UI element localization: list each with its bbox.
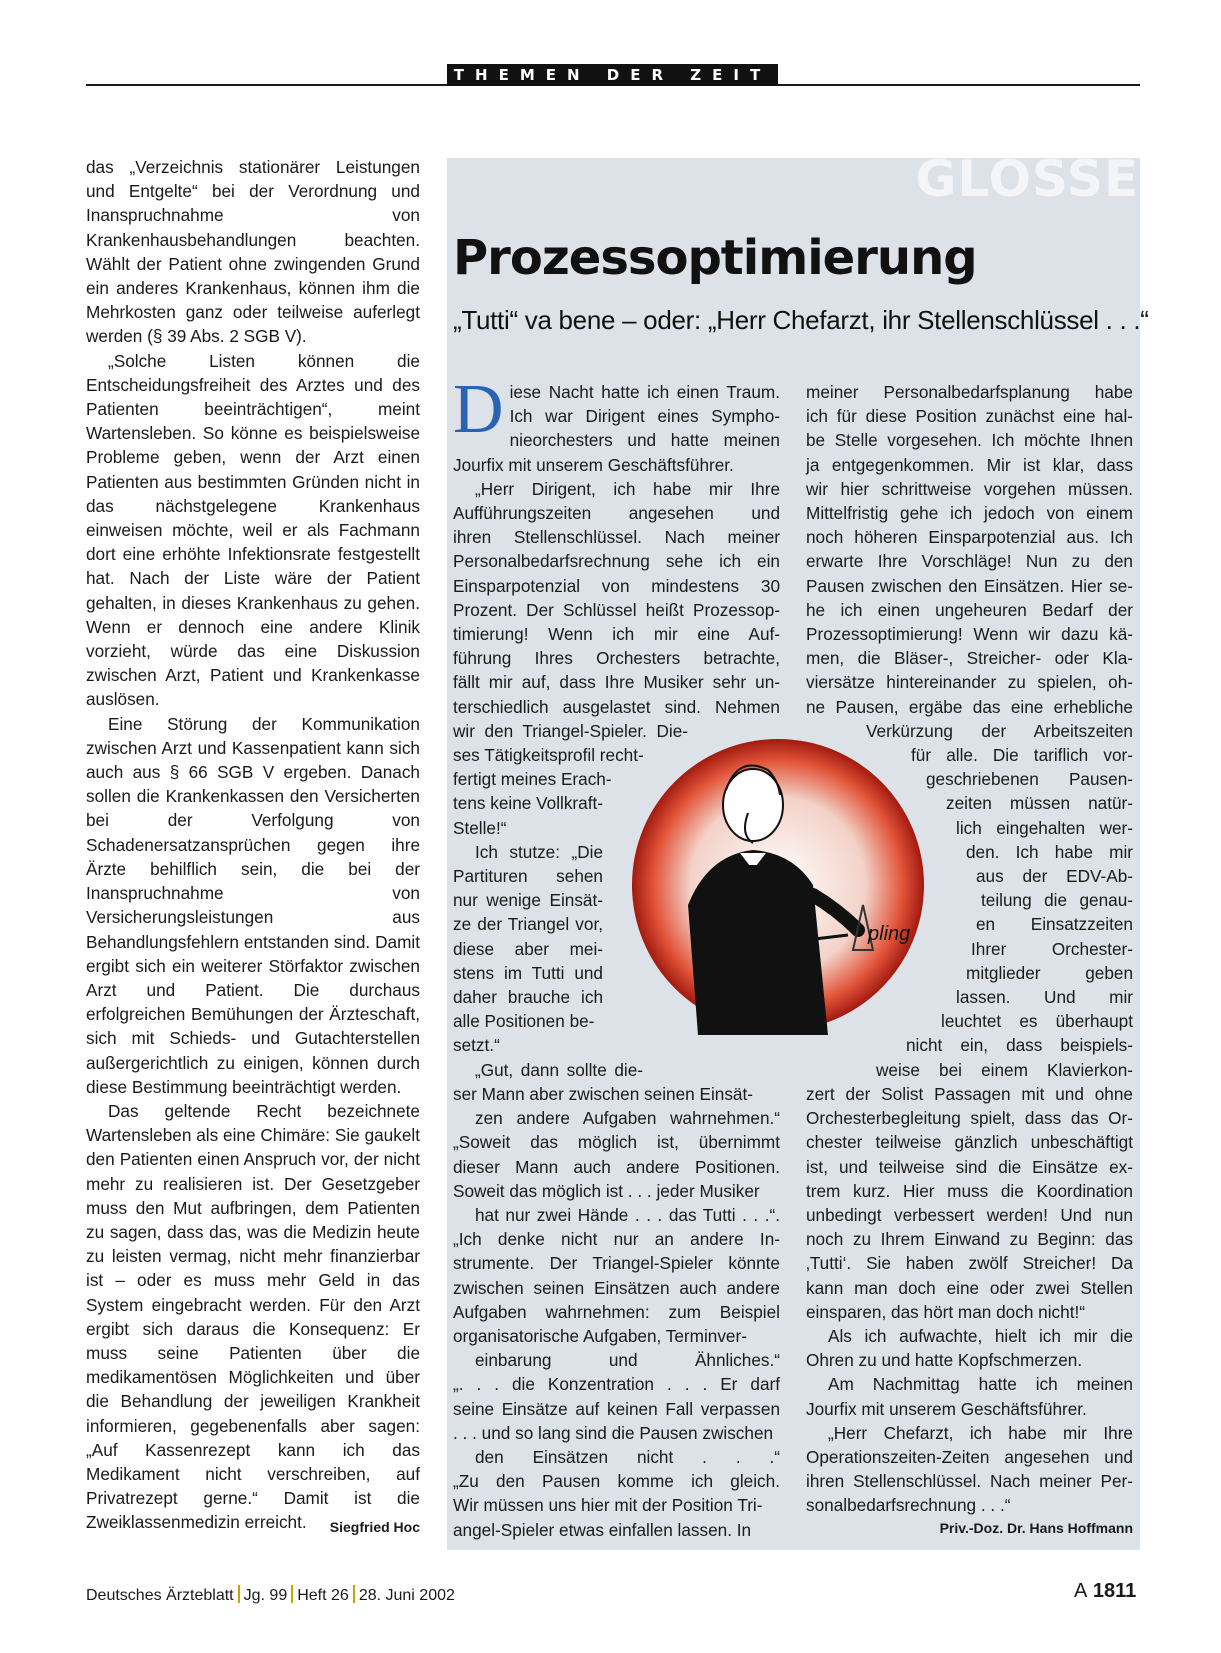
gloss-line: Ohren zu und hatte Kopfschmerzen.	[806, 1350, 1083, 1371]
gloss-line: zeiten müssen natür-	[946, 793, 1133, 814]
gloss-line: ne Pausen, ergäbe das eine erhebliche	[806, 696, 1133, 717]
gloss-line: Verkürzung der Arbeitszeiten	[866, 720, 1133, 741]
page-prefix: A	[1074, 1580, 1088, 1602]
gloss-line: wir den Triangel-Spieler. Die-	[453, 720, 688, 741]
gloss-line: Wir müssen uns hier mit der Position Tri-	[453, 1495, 763, 1516]
gloss-line: angel-Spieler etwas einfallen lassen. In	[453, 1519, 752, 1540]
gloss-line: noch höheren Einsparpotenzial aus. Ich	[806, 527, 1133, 548]
gloss-line: Operationszeiten-Zeiten angesehen und	[806, 1446, 1133, 1467]
gloss-line: teilung die genau-	[981, 890, 1133, 911]
journal-issue: Heft 26	[297, 1587, 349, 1604]
gloss-line: trem kurz. Hier muss die Koordination	[806, 1180, 1133, 1201]
gloss-line: „Herr Dirigent, ich habe mir Ihre	[475, 478, 780, 499]
gloss-line: daher brauche ich	[453, 987, 603, 1008]
gloss-line: nieorchesters und hatte meinen	[509, 430, 780, 451]
gloss-author: Priv.-Doz. Dr. Hans Hoffmann	[939, 1519, 1133, 1536]
gloss-line: Ich war Dirigent eines Sympho-	[509, 406, 780, 427]
gloss-line: Personalbedarfsrechnung sehe ich ein	[453, 551, 780, 572]
gloss-line: Aufführungszeiten angesehen und	[453, 503, 780, 524]
gloss-line: diese aber mei-	[453, 938, 603, 959]
footer-separator	[238, 1585, 240, 1603]
gloss-line: den. Ich habe mir	[966, 841, 1133, 862]
gloss-line: erwarte Ihre Vorschläge! Nun zu den	[806, 551, 1133, 572]
gloss-line: ze der Triangel vor,	[453, 914, 603, 935]
gloss-line: „Gut, dann sollte die-	[475, 1059, 643, 1080]
footer-separator	[291, 1585, 293, 1603]
gloss-line: ihren Stellenschlüssel. Nach meiner	[453, 527, 780, 548]
gloss-line: aus der EDV-Ab-	[976, 866, 1133, 887]
gloss-line: „Herr Chefarzt, ich habe mir Ihre	[828, 1422, 1133, 1443]
journal-date: 28. Juni 2002	[358, 1587, 455, 1604]
gloss-line: fällt mir auf, dass Ihre Musiker sehr un-	[453, 672, 780, 693]
gloss-line: einsparen, das hört man doch nicht!“	[806, 1301, 1085, 1322]
left-column	[86, 155, 420, 1540]
page-number-value: 1811	[1092, 1580, 1137, 1602]
gloss-line: Am Nachmittag hatte ich meinen	[828, 1374, 1133, 1395]
gloss-line: meiner Personalbedarfsplanung habe	[806, 382, 1133, 402]
gloss-line: ich für diese Position zunächst eine hal-	[806, 406, 1133, 427]
gloss-line: Prozent. Der Schlüssel heißt Prozessop-	[453, 599, 780, 620]
gloss-line: für alle. Die tariflich vor-	[911, 745, 1133, 766]
gloss-line: Pausen zwischen den Einsätzen. Hier se-	[806, 575, 1133, 596]
gloss-line: organisatorische Aufgaben, Terminver-	[453, 1325, 747, 1346]
gloss-column-right	[806, 380, 1133, 1536]
gloss-line: zert der Solist Passagen mit und ohne	[806, 1083, 1133, 1104]
journal-volume: Jg. 99	[243, 1587, 288, 1604]
gloss-column-middle	[453, 371, 780, 1542]
drop-cap: D	[453, 371, 504, 448]
gloss-line: iese Nacht hatte ich einen Traum.	[509, 382, 780, 402]
gloss-line: nur wenige Einsät-	[453, 890, 603, 911]
gloss-line: Ihrer Orchester-	[971, 938, 1133, 959]
footer-separator	[353, 1585, 355, 1603]
gloss-line: zwischen seinen Einsätzen auch andere	[453, 1277, 780, 1298]
gloss-line: hat nur zwei Hände . . . das Tutti . . .“.	[475, 1204, 780, 1225]
gloss-line: ser Mann aber zwischen seinen Einsät-	[453, 1083, 753, 1104]
gloss-line: he ich einen ungeheuren Bedarf der	[806, 599, 1133, 620]
gloss-line: Einsparpotenzial von mindestens 30	[453, 575, 780, 596]
gloss-line: be Stelle vorgesehen. Ich möchte Ihnen	[806, 430, 1133, 451]
article-subtitle: „Tutti“ va bene – oder: „Herr Chefarzt, ihr Stellenschlüssel . . .“	[453, 305, 1149, 335]
left-paragraph-3: Eine Störung der Kommunikation zwischen Arzt und Kassenpatient kann sich auch aus § 66 SGB V ergeben. Danach sollen die Krankenkassen den Versicherten bei der Verfolgung von Schadenersatzansprüchen gegen ihre Ärzte behilflich sein, die bei der Inanspruchnahme von Versicherungsleistungen aus Behandlungsfehlern entstanden sind. Damit ergibt sich ein weiterer Störfaktor zwischen Arzt und Patient. Die durchaus erfolgreichen Bemühungen der Ärzteschaft, sich mit Schieds- und Gutachterstellen außergerichtlich zu einigen, können durch diese Bestimmung beeinträchtigt werden.	[86, 713, 420, 1097]
pling-text: pling	[868, 923, 911, 945]
left-paragraph-1: das „Verzeichnis stationärer Leistungen und Entgelte“ bei der Verordnung und Inanspruchnahme von Krankenhausbehandlungen beachten. Wählt der Patient ohne zwingenden Grund ein anderes Krankenhaus, können ihm die Mehrkosten ganz oder teilweise auferlegt werden (§ 39 Abs. 2 SGB V).	[86, 157, 420, 347]
gloss-line: lich eingehalten wer-	[956, 817, 1133, 838]
gloss-line: viersätze hintereinander zu spielen, oh-	[806, 672, 1133, 693]
gloss-line: . . . und so lang sind die Pausen zwischen	[453, 1422, 774, 1443]
gloss-line: ist, und teilweise sind die Einsätze ex-	[806, 1156, 1133, 1177]
gloss-line: Prozessoptimierung! Wenn wir dazu kä-	[806, 624, 1133, 645]
gloss-line: en Einsatzzeiten	[976, 914, 1133, 935]
section-label: THEMEN DER ZEIT	[447, 64, 778, 86]
gloss-line: unbedingt verbessert werden! Und nun	[806, 1204, 1133, 1225]
gloss-line: Soweit das möglich ist . . . jeder Musiker	[453, 1180, 760, 1201]
gloss-line: lassen. Und mir	[956, 987, 1133, 1008]
gloss-line: wir hier schrittweise vorgehen müssen.	[806, 478, 1133, 499]
gloss-line: alle Positionen be-	[453, 1011, 595, 1032]
gloss-line: leuchtet es überhaupt	[941, 1011, 1133, 1032]
gloss-line: Orchesterbegleitung spielt, dass das Or-	[806, 1108, 1133, 1129]
gloss-line: fertigt meines Erach-	[453, 769, 612, 790]
gloss-line: Jourfix mit unserem Geschäftsführer.	[806, 1398, 1087, 1419]
gloss-line: mitglieder geben	[966, 962, 1133, 983]
gloss-line: setzt.“	[453, 1035, 500, 1056]
gloss-line: kann man doch eine oder zwei Stellen	[806, 1277, 1133, 1298]
left-paragraph-2: „Solche Listen können die Entscheidungsfreiheit des Arztes und des Patienten beeinträchtigen“, meint Wartensleben. So könne es beispielsweise Probleme geben, wenn der Arzt einen Patienten aus bestimmten Gründen nicht in das nächstgelegene Krankenhaus einweisen möchte, weil er als Fachmann dort eine erhöhte Infektionsrate festgestellt hat. Nach der Liste wäre der Patient gehalten, in dieses Krankenhaus zu gehen. Wenn er dennoch eine andere Klinik vorzieht, würde das eine Diskussion zwischen Arzt, Patient und Krankenkasse auslösen.	[86, 350, 420, 710]
gloss-line: geschriebenen Pausen-	[926, 769, 1133, 790]
gloss-label: GLOSSE	[915, 150, 1139, 208]
gloss-line: weise bei einem Klavierkon-	[876, 1059, 1133, 1080]
gloss-line: timierung! Wenn ich mir eine Auf-	[453, 624, 780, 645]
gloss-line: Mittelfristig gehe ich jedoch von einem	[806, 503, 1133, 524]
gloss-line: Aufgaben wahrnehmen: zum Beispiel	[453, 1301, 780, 1322]
gloss-line: chester teilweise gänzlich unbeschäftigt	[806, 1132, 1133, 1153]
gloss-line: dieser Mann auch andere Positionen.	[453, 1156, 780, 1177]
gloss-line: nicht ein, dass beispiels-	[906, 1035, 1133, 1056]
gloss-line: „. . . die Konzentration . . . Er darf	[453, 1374, 780, 1395]
left-paragraph-4-text: Das geltende Recht bezeichnete Wartensleben als eine Chimäre: Sie gaukelt den Patienten einen Anspruch vor, der nicht mehr zu realisieren ist. Der Gesetzgeber muss den Mut aufbringen, dem Patienten zu sagen, dass das, was die Medizin heute zu leisten vermag, nicht mehr finanzierbar ist – oder es muss mehr Geld in das System eingebracht werden. Für den Arzt ergibt sich daraus die Konsequenz: Er muss seine Patienten über die medikamentösen Möglichkeiten und über die Behandlung der jeweiligen Krankheit informieren, gegebenenfalls aber sagen: „Auf Kassenrezept kann ich das Medikament nicht verschreiben, auf Privatrezept gerne.“ Damit ist die Zweiklassenmedizin erreicht.	[86, 1100, 420, 1533]
gloss-line: „Zu den Pausen komme ich gleich.	[453, 1471, 780, 1492]
article-title: Prozessoptimierung	[453, 230, 977, 286]
gloss-line: stens im Tutti und	[453, 962, 603, 983]
gloss-line: Jourfix mit unserem Geschäftsführer.	[453, 454, 734, 475]
gloss-line: seine Einsätze auf keinen Fall verpassen	[453, 1398, 780, 1419]
journal-name: Deutsches Ärzteblatt	[86, 1587, 234, 1604]
page-number	[1074, 1580, 1136, 1603]
gloss-line: ja entgegenkommen. Mir ist klar, dass	[806, 454, 1133, 475]
gloss-line: sonalbedarfsrechnung . . .“	[806, 1495, 1011, 1516]
gloss-line: ihren Stellenschlüssel. Nach meiner Per-	[806, 1471, 1133, 1492]
gloss-line: ‚Tutti‘. Sie haben zwölf Streicher! Da	[806, 1253, 1133, 1274]
gloss-line: Ich stutze: „Die	[475, 841, 603, 862]
gloss-line: den Einsätzen nicht . . .“	[475, 1446, 780, 1467]
footer	[86, 1585, 455, 1605]
gloss-line: führung Ihres Orchesters betrachte,	[453, 648, 780, 669]
gloss-line: Als ich aufwachte, hielt ich mir die	[828, 1325, 1133, 1346]
gloss-line: strumente. Der Triangel-Spieler könnte	[453, 1253, 780, 1274]
gloss-line: zen andere Aufgaben wahrnehmen.“	[475, 1108, 780, 1129]
gloss-line: einbarung und Ähnliches.“	[475, 1350, 780, 1371]
gloss-line: Stelle!“	[453, 817, 507, 838]
left-author: Siegfried Hoc	[329, 1519, 420, 1536]
gloss-line: noch zu Ihrem Einwand zu Beginn: das	[806, 1229, 1133, 1250]
gloss-line: tens keine Vollkraft-	[453, 793, 603, 814]
left-paragraph-4	[86, 1099, 420, 1535]
gloss-line: „Ich denke nicht nur an andere In-	[453, 1229, 780, 1250]
gloss-line: „Soweit das möglich ist, übernimmt	[453, 1132, 780, 1153]
gloss-line: ses Tätigkeitsprofil recht-	[453, 745, 644, 766]
gloss-line: men, die Bläser-, Streicher- oder Kla-	[806, 648, 1133, 669]
gloss-line: Partituren sehen	[453, 866, 603, 887]
gloss-line: terschiedlich ausgelastet sind. Nehmen	[453, 696, 780, 717]
